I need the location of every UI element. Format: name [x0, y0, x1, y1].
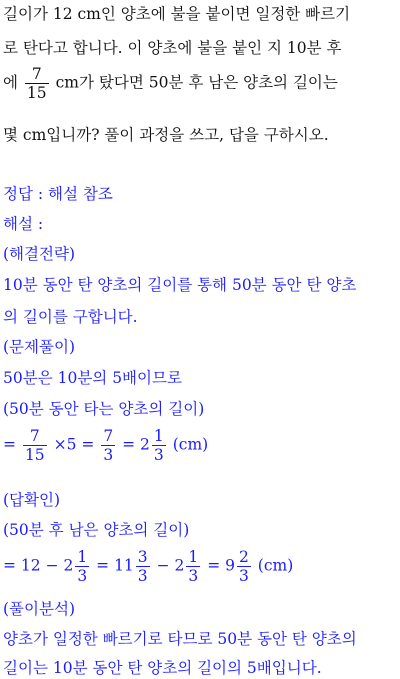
equation-2: = 12 − 2 $\frac{1}{3}$ = 11 $\frac{3}{3}$ − 2 $\frac{1}{3}$ = 9 $\frac{2}{3}$ (cm) — [3, 548, 294, 585]
strategy-line-2: 의 길이를 구합니다. — [3, 308, 138, 326]
eq1-fraction-7-15: $\frac{7}{15}$ — [24, 427, 45, 464]
strategy-line-1: 10분 동안 탄 양초의 길이를 통해 50분 동안 탄 양초 — [3, 276, 357, 294]
answer-label: 정답 : 해설 참조 — [3, 185, 113, 203]
strategy-heading: (해결전략) — [3, 245, 75, 263]
question-line-2: 로 탄다고 합니다. 이 양초에 불을 붙인 지 10분 후 — [3, 39, 342, 57]
question-line-1: 길이가 12 cm인 양초에 불을 붙이면 일정한 빠르기 — [3, 5, 351, 23]
solve-line-1: 50분은 10분의 5배이므로 — [3, 369, 182, 387]
question-line-3-pre: 에 — [3, 73, 18, 92]
question-line-3 — [3, 66, 338, 101]
eq2-fraction-3: $\frac{1}{3}$ — [188, 548, 199, 585]
fraction-7-15: $\frac{7}{15}$ — [26, 65, 47, 102]
eq2-fraction-4: $\frac{2}{3}$ — [238, 548, 249, 585]
question-line-3-post: cm가 탔다면 50분 후 남은 양초의 길이는 — [55, 73, 338, 92]
analysis-line-2: 길이는 10분 동안 탄 양초의 길이의 5배입니다. — [3, 659, 322, 677]
question-line-4: 몇 cm입니까? 풀이 과정을 쓰고, 답을 구하시오. — [3, 126, 329, 144]
solve-line-2: (50분 동안 타는 양초의 길이) — [3, 400, 205, 418]
eq1-fraction-7-3: $\frac{7}{3}$ — [103, 427, 114, 464]
check-heading: (답확인) — [3, 491, 61, 509]
solve-heading: (문제풀이) — [3, 338, 75, 356]
check-line-1: (50분 후 남은 양초의 길이) — [3, 521, 190, 539]
analysis-heading: (풀이분석) — [3, 600, 75, 618]
equation-1: = $\frac{7}{15}$ ×5 = $\frac{7}{3}$ = 2 $\frac{1}{3}$ (cm) — [3, 427, 209, 464]
analysis-line-1: 양초가 일정한 빠르기로 타므로 50분 동안 탄 양초의 — [3, 630, 357, 648]
eq2-fraction-2: $\frac{3}{3}$ — [137, 548, 148, 585]
eq1-fraction-1-3: $\frac{1}{3}$ — [153, 427, 164, 464]
explanation-label: 해설 : — [3, 215, 44, 233]
eq2-fraction-1: $\frac{1}{3}$ — [77, 548, 88, 585]
